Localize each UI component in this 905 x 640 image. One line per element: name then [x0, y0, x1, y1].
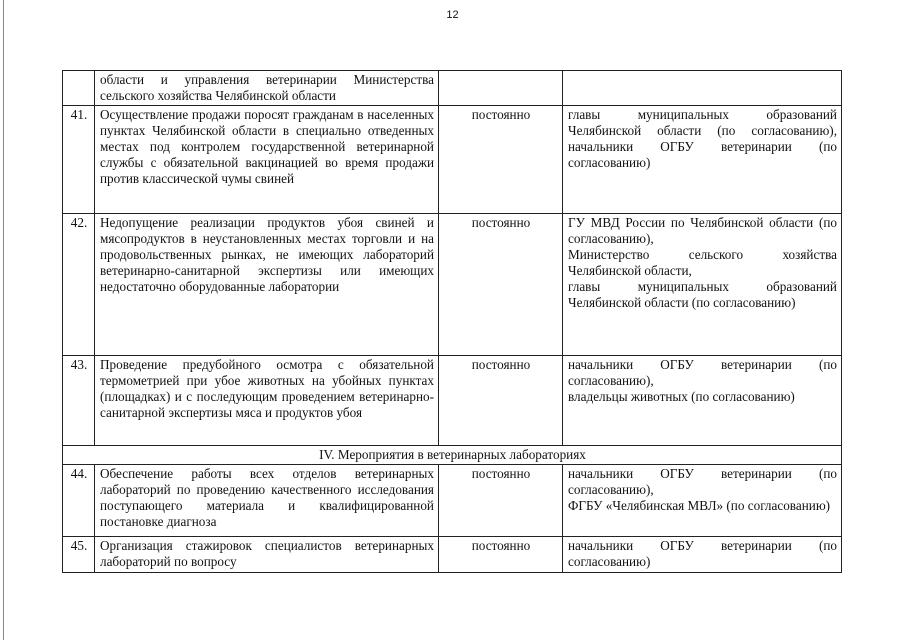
table-row [63, 106, 842, 214]
responsible-text: начальники ОГБУ ветеринарии (по согласованию) [563, 537, 842, 573]
section-heading: IV. Мероприятия в ветеринарных лабораториях [63, 446, 842, 465]
row-number: 43. [63, 356, 95, 446]
period-text: постоянно [439, 537, 563, 573]
table-row [63, 537, 842, 573]
row-number: 45. [63, 537, 95, 573]
responsible-text: главы муниципальных образований Челябинской области (по согласованию) [568, 279, 837, 310]
period-text: постоянно [439, 214, 563, 356]
period-text: постоянно [439, 465, 563, 537]
measure-text: Организация стажировок специалистов ветеринарных лабораторий по вопросу [95, 537, 439, 573]
responsible-text: начальники ОГБУ ветеринарии (по согласованию), [568, 466, 837, 497]
page-number: 12 [446, 9, 459, 21]
row-number [63, 71, 95, 106]
responsible-cell [563, 71, 842, 106]
responsible-cell [563, 465, 842, 537]
period-text [439, 71, 563, 106]
table-row [63, 465, 842, 537]
responsible-text: Министерство сельского хозяйства Челябинской области, [568, 247, 837, 278]
responsible-cell [563, 214, 842, 356]
row-number: 42. [63, 214, 95, 356]
measure-text: области и управления ветеринарии Министерства сельского хозяйства Челябинской области [95, 71, 439, 106]
responsible-text: владельцы животных (по согласованию) [568, 389, 795, 404]
table-row [63, 356, 842, 446]
responsible-text: ГУ МВД России по Челябинской области (по согласованию), [568, 215, 837, 246]
row-number: 44. [63, 465, 95, 537]
measure-text: Обеспечение работы всех отделов ветеринарных лабораторий по проведению качественного исследования поступающего материала и квалифицированной постановке диагноза [95, 465, 439, 537]
period-text: постоянно [439, 356, 563, 446]
period-text: постоянно [439, 106, 563, 214]
measure-text: Недопущение реализации продуктов убоя свиней и мясопродуктов в неустановленных местах торговли и на продовольственных рынках, не имеющих лабораторий ветеринарно-санитарной экспертизы или имеющих недостаточно оборудованные лаборатории [95, 214, 439, 356]
table-row [63, 71, 842, 106]
measure-text: Осуществление продажи поросят гражданам в населенных пунктах Челябинской области в специально отведенных местах под контролем государственной ветеринарной службы с обязательной вакцинацией во время продажи против классической чумы свиней [95, 106, 439, 214]
measures-table [62, 70, 842, 573]
measure-text: Проведение предубойного осмотра с обязательной термометрией при убое животных на убойных пунктах (площадках) и с последующим проведением ветеринарно-санитарной экспертизы мяса и продуктов убоя [95, 356, 439, 446]
responsible-cell [563, 356, 842, 446]
responsible-text: ФГБУ «Челябинская МВЛ» (по согласованию) [568, 498, 831, 513]
responsible-text: начальники ОГБУ ветеринарии (по согласованию), [568, 357, 837, 388]
row-number: 41. [63, 106, 95, 214]
table-row [63, 214, 842, 356]
responsible-text: главы муниципальных образований Челябинской области (по согласованию), начальники ОГБУ ветеринарии (по согласованию) [563, 106, 842, 214]
section-row [63, 446, 842, 465]
scan-left-edge [3, 0, 4, 640]
